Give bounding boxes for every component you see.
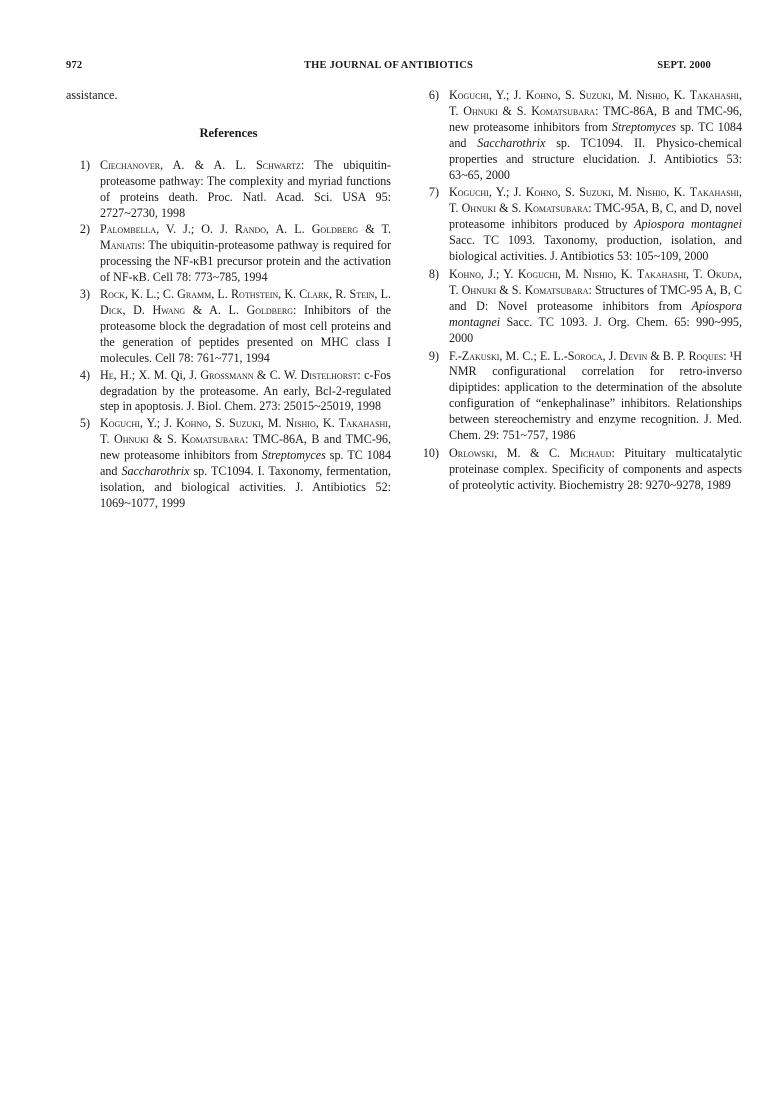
- reference-item: [66, 222, 391, 286]
- author-surname: Maniatis: [100, 238, 142, 253]
- author-rest: , H.; X. M. Qi, J.: [113, 367, 201, 382]
- author-surname: Ciechanover: [100, 157, 161, 172]
- author-rest: , T.: [100, 416, 391, 447]
- author-surname: Distelhorst: [300, 367, 358, 382]
- author-rest: , S.: [557, 185, 580, 200]
- author-surname: Goldberg: [311, 222, 359, 237]
- reference-taxon: Apiospora montagnei: [449, 298, 742, 329]
- reference-number: 9): [428, 348, 439, 363]
- author-rest: , K.: [666, 88, 690, 102]
- reference-text: Structures of TMC-95 A, B, C and D: Novel proteasome inhibitors from: [449, 282, 742, 313]
- author-surname: Nishio: [636, 88, 667, 102]
- author-rest: , K.: [315, 416, 339, 431]
- reference-text: TMC-86A, B and TMC-96, new proteasome inhibitors from: [100, 432, 391, 463]
- reference-number: 10): [422, 445, 439, 460]
- author-rest: :: [588, 201, 592, 216]
- author-rest: & T.: [358, 222, 392, 237]
- reference-item: [66, 158, 391, 222]
- author-rest: & S.: [148, 432, 182, 447]
- author-rest: :: [141, 238, 146, 253]
- author-surname: Koguchi: [449, 185, 489, 200]
- author-rest: , T.: [449, 266, 742, 297]
- reference-item: [415, 349, 742, 444]
- author-rest: , M.: [610, 185, 637, 200]
- running-header: [66, 60, 711, 76]
- author-surname: Rothstein: [230, 287, 279, 302]
- author-rest: & B. P.: [647, 348, 689, 363]
- reference-text: sp. TC1094. I. Taxonomy, fermentation, isolation, and biological activities. J. Antibiotics 52: 1069~1077, 1999: [100, 464, 391, 510]
- author-rest: :: [357, 367, 361, 382]
- reference-taxon: Saccharothrix: [477, 135, 546, 150]
- author-surname: Nishio: [636, 185, 667, 200]
- author-surname: Ohnuki: [114, 432, 149, 447]
- reference-text: sp. TC 1084 and: [449, 119, 742, 150]
- author-rest: , Y.; J.: [488, 185, 526, 200]
- author-rest: , K.: [666, 185, 690, 200]
- author-surname: Grossmann: [200, 367, 254, 382]
- author-rest: :: [300, 157, 305, 172]
- reference-number: 8): [428, 266, 439, 281]
- author-rest: , J.: [602, 348, 620, 363]
- author-surname: Takahashi: [338, 416, 388, 431]
- author-rest: :: [292, 302, 297, 317]
- reference-taxon: Apiospora montagnei: [634, 217, 742, 232]
- author-rest: , S.: [207, 416, 229, 431]
- author-surname: Nishio: [285, 416, 316, 431]
- author-surname: Ohnuki: [463, 103, 498, 118]
- author-surname: Devin: [619, 348, 648, 363]
- author-surname: Orlowski: [449, 445, 495, 460]
- author-rest: , M. C.; E. L.-: [499, 348, 568, 363]
- reference-text: Inhibitors of the proteasome block the degradation of most cell proteins and the generation of peptides presented on MHC class I molecules. Cell 78: 761~771, 1994: [100, 302, 391, 365]
- reference-number: 4): [79, 367, 90, 382]
- author-rest: , M.: [557, 266, 584, 281]
- author-surname: Gramm: [177, 287, 212, 302]
- author-rest: & S.: [496, 282, 525, 297]
- journal-title: THE JOURNAL OF ANTIBIOTICS: [303, 60, 474, 71]
- author-rest: :: [595, 103, 599, 118]
- author-rest: & S.: [497, 103, 532, 118]
- author-rest: , J.; Y.: [480, 266, 518, 281]
- author-surname: Dick: [100, 302, 123, 317]
- reference-number: 5): [79, 416, 90, 431]
- reference-text: ¹H NMR configurational correlation for retro-inverso dipiptides: application to the determination of the absolute configuration of “enkephalinase” inhibitors. Relationships between stereochemistry and enzyme recognition. J. Med. Chem. 29: 751~757, 1986: [449, 348, 742, 443]
- author-surname: F.-Zakuski: [449, 348, 500, 363]
- author-surname: Nishio: [583, 266, 614, 281]
- author-surname: Ohnuki: [461, 201, 497, 216]
- author-rest: , K.: [613, 266, 637, 281]
- author-rest: , M. & C.: [494, 445, 570, 460]
- author-surname: Suzuki: [229, 416, 261, 431]
- author-rest: & S.: [496, 201, 525, 216]
- reference-item: [415, 446, 742, 494]
- reference-number: 7): [428, 185, 439, 200]
- author-surname: Takahashi: [689, 88, 739, 102]
- author-rest: , T.: [449, 88, 742, 118]
- reference-text: sp. TC 1084 and: [100, 448, 391, 479]
- reference-number: 2): [79, 222, 90, 237]
- reference-item: [415, 88, 742, 183]
- author-rest: :: [723, 348, 727, 363]
- author-rest: :: [588, 282, 592, 297]
- author-surname: Roques: [688, 348, 724, 363]
- author-surname: Kohno: [176, 416, 208, 431]
- author-surname: Rando: [234, 222, 267, 237]
- author-rest: & C. W.: [253, 367, 301, 382]
- right-column: [415, 88, 742, 496]
- author-rest: , V. J.; O. J.: [156, 222, 235, 237]
- author-rest: & A. L.: [185, 302, 247, 317]
- reference-item: [66, 287, 391, 367]
- author-surname: Komatsubara: [524, 282, 589, 297]
- author-rest: :: [611, 445, 615, 460]
- author-surname: Suzuki: [579, 185, 611, 200]
- reference-text: Sacc. TC 1093. Taxonomy, production, isolation, and biological activities. J. Antibiotics 53: 105~109, 2000: [449, 233, 742, 264]
- author-surname: Koguchi: [517, 266, 558, 281]
- reference-taxon: Saccharothrix: [121, 464, 190, 479]
- author-surname: Schwartz: [256, 157, 301, 172]
- reference-text: The ubiquitin-proteasome pathway: The complexity and myriad functions of proteins death. Proc. Natl. Acad. Sci. USA 95: 2727~2730, 1998: [100, 157, 391, 220]
- author-rest: , R.: [329, 287, 350, 302]
- author-surname: Stein: [349, 287, 375, 302]
- author-surname: Koguchi: [100, 416, 140, 431]
- author-surname: Suzuki: [579, 88, 611, 102]
- reference-taxon: Streptomyces: [261, 448, 326, 463]
- reference-item: [66, 368, 391, 416]
- reference-number: 1): [79, 157, 90, 172]
- reference-number: 6): [428, 88, 439, 102]
- reference-text: TMC-86A, B and TMC-96, new proteasome inhibitors from: [449, 103, 742, 134]
- author-rest: , S.: [557, 88, 580, 102]
- reference-item: [415, 267, 742, 347]
- author-rest: , M.: [260, 416, 286, 431]
- author-surname: Kohno: [525, 185, 558, 200]
- author-surname: Kohno: [449, 266, 481, 281]
- left-column: [66, 88, 391, 513]
- author-surname: Okuda: [707, 266, 739, 281]
- author-rest: , M.: [610, 88, 637, 102]
- author-surname: Takahashi: [689, 185, 739, 200]
- author-surname: Kohno: [525, 88, 558, 102]
- author-rest: :: [245, 432, 249, 447]
- author-surname: Rock: [100, 287, 125, 302]
- author-surname: Goldberg: [246, 302, 293, 317]
- references-heading: References: [199, 125, 258, 140]
- author-surname: Takahashi: [636, 266, 687, 281]
- reference-taxon: Streptomyces: [611, 119, 676, 134]
- reference-text: TMC-95A, B, C, and D, novel proteasome inhibitors produced by: [449, 201, 742, 232]
- issue-date: SEPT. 2000: [657, 60, 711, 71]
- reference-text: The ubiquitin-proteasome pathway is required for processing the NF-κB1 precursor protein and the activation of NF-κB. Cell 78: 773~785, 1994: [100, 238, 391, 285]
- author-surname: Komatsubara: [181, 432, 246, 447]
- page-number: 972: [66, 60, 83, 71]
- author-surname: Soroca: [567, 348, 603, 363]
- reference-item: [415, 185, 742, 265]
- reference-text: sp. TC1094. II. Physico-chemical properties and structure elucidation. J. Antibiotics 53: 63~65, 2000: [449, 135, 742, 182]
- author-rest: , K. L.; C.: [124, 287, 178, 302]
- author-rest: , T.: [686, 266, 708, 281]
- reference-list-left: [66, 158, 391, 512]
- author-surname: Ohnuki: [461, 282, 497, 297]
- author-rest: , A. L.: [266, 222, 312, 237]
- reference-text: Pituitary multicatalytic proteinase complex. Specificity of components and aspects of proteolytic activity. Biochemistry 28: 9270~9278, 1989: [449, 445, 742, 492]
- reference-item: [66, 416, 391, 511]
- author-rest: , D.: [122, 302, 153, 317]
- author-rest: , L.: [211, 287, 231, 302]
- author-rest: , T.: [449, 185, 742, 216]
- author-rest: , Y.; J.: [488, 88, 526, 102]
- author-rest: , Y.; J.: [139, 416, 177, 431]
- reference-list-right: [415, 88, 742, 494]
- author-surname: He: [100, 367, 114, 382]
- reference-text: Sacc. TC 1093. J. Org. Chem. 65: 990~995, 2000: [449, 314, 742, 345]
- author-surname: Palombella: [100, 222, 157, 237]
- author-surname: Koguchi: [449, 88, 489, 102]
- continuation-text: assistance.: [66, 88, 118, 102]
- reference-text: c-Fos degradation by the proteasome. An early, Bcl-2-regulated step in apoptosis. J. Biol. Chem. 273: 25015~25019, 1998: [100, 367, 391, 414]
- author-surname: Clark: [299, 287, 330, 302]
- author-surname: Hwang: [152, 302, 186, 317]
- author-rest: , A. & A. L.: [160, 157, 257, 172]
- author-surname: Komatsubara: [524, 201, 589, 216]
- author-rest: , K.: [278, 287, 300, 302]
- author-surname: Michaud: [569, 445, 612, 460]
- reference-number: 3): [79, 287, 90, 302]
- author-rest: , L.: [374, 287, 391, 302]
- author-surname: Komatsubara: [531, 103, 596, 118]
